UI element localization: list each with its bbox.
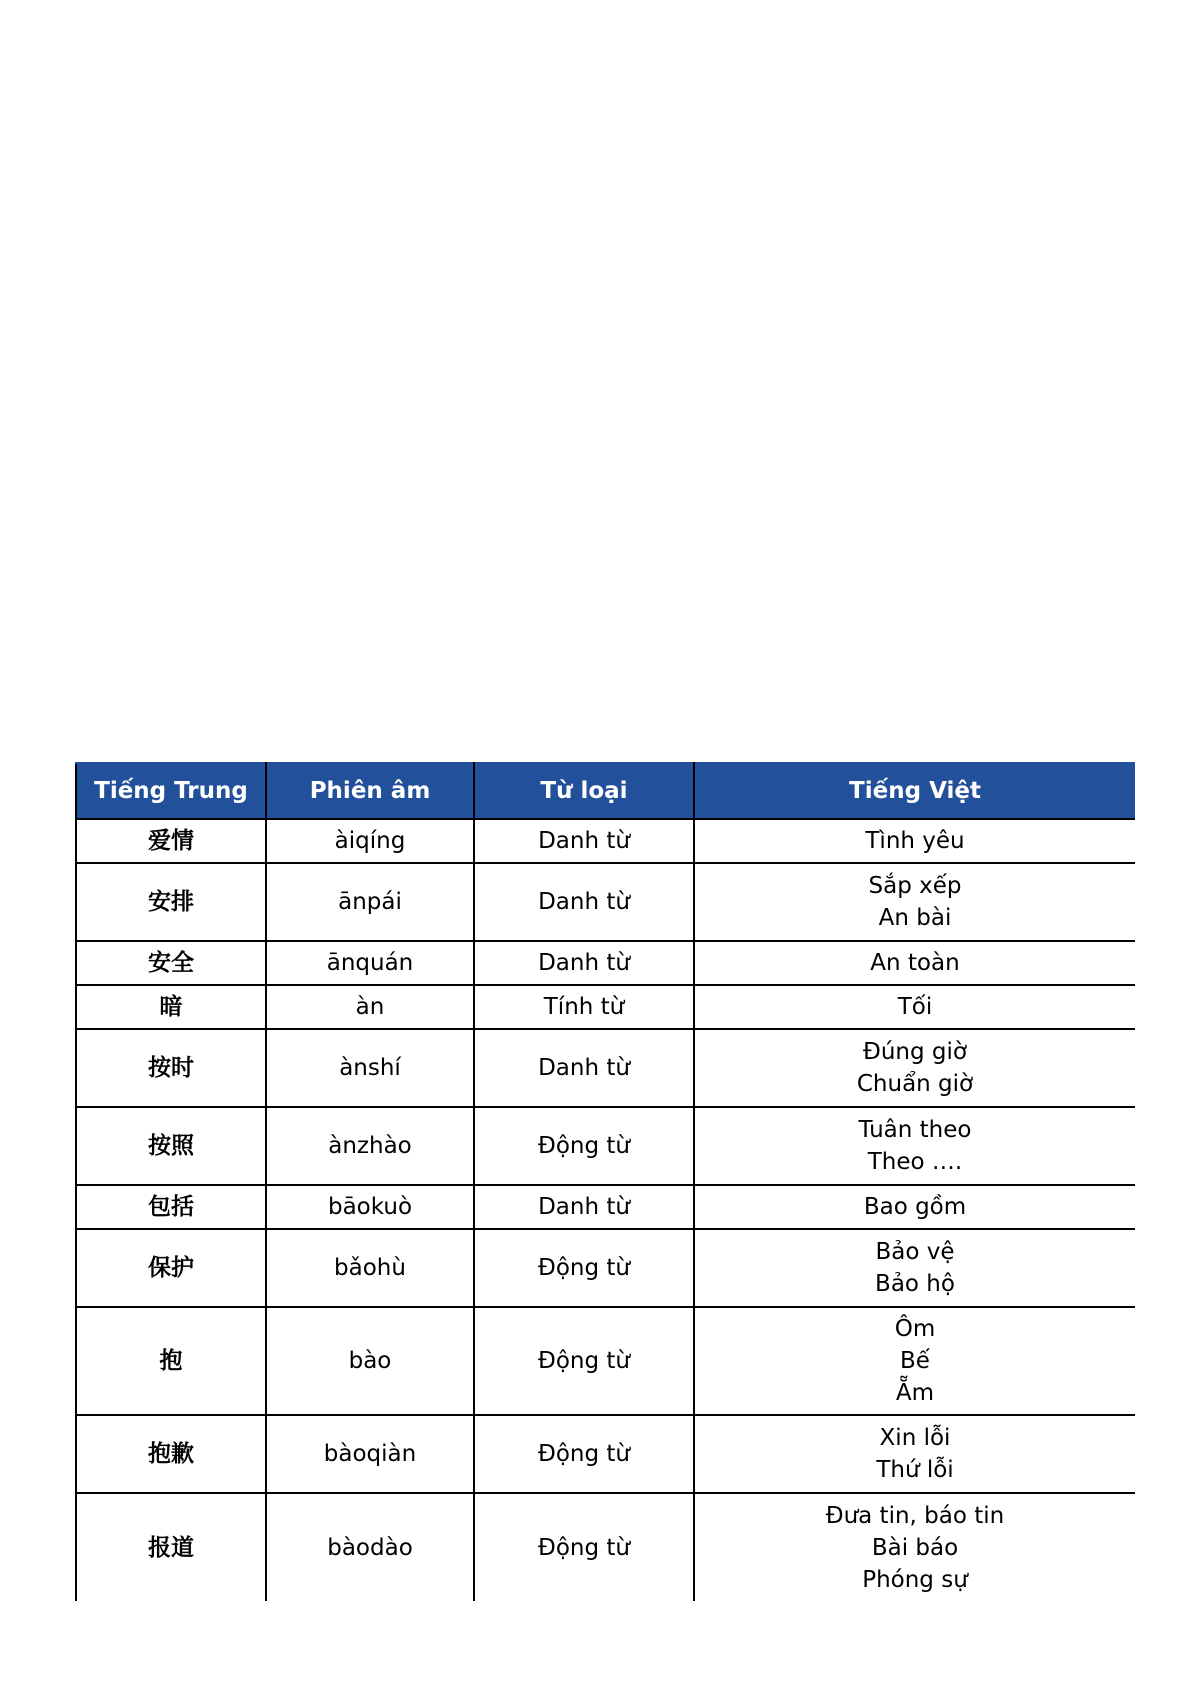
meaning-line: Tối (897, 994, 933, 1020)
cell-chinese: 安全 (76, 941, 266, 985)
table-row (76, 1107, 1135, 1185)
table-body (76, 819, 1135, 1601)
meaning-line: Bế (900, 1348, 930, 1374)
table-row (76, 819, 1135, 863)
cell-chinese: 抱 (76, 1307, 266, 1415)
header-chinese: Tiếng Trung (76, 763, 266, 819)
cell-vietnamese (694, 1029, 1135, 1107)
meaning-line: Tuân theo (858, 1117, 972, 1143)
header-pinyin: Phiên âm (266, 763, 474, 819)
cell-word-type: Động từ (474, 1307, 694, 1415)
cell-pinyin: ānquán (266, 941, 474, 985)
cell-pinyin: bāokuò (266, 1185, 474, 1229)
cell-pinyin: ànshí (266, 1029, 474, 1107)
cell-vietnamese (694, 819, 1135, 863)
cell-pinyin: ānpái (266, 863, 474, 941)
cell-vietnamese (694, 1229, 1135, 1307)
cell-pinyin: àiqíng (266, 819, 474, 863)
table-row (76, 941, 1135, 985)
cell-chinese: 报道 (76, 1493, 266, 1601)
meaning-line: Phóng sự (862, 1566, 968, 1593)
table-row (76, 1307, 1135, 1415)
cell-word-type: Động từ (474, 1229, 694, 1307)
cell-word-type: Tính từ (474, 985, 694, 1029)
table-header (76, 763, 1135, 819)
meaning-line: An toàn (870, 950, 960, 976)
table-row (76, 1185, 1135, 1229)
meaning-line: Xin lỗi (879, 1425, 951, 1451)
table-row (76, 863, 1135, 941)
vocabulary-table-container (75, 762, 1135, 1605)
meaning-line: An bài (878, 905, 952, 931)
meaning-line: Theo …. (867, 1149, 963, 1175)
meaning-line: Thứ lỗi (876, 1457, 954, 1483)
cell-vietnamese (694, 863, 1135, 941)
cell-vietnamese (694, 941, 1135, 985)
cell-chinese: 按时 (76, 1029, 266, 1107)
cell-word-type: Danh từ (474, 1029, 694, 1107)
cell-chinese: 按照 (76, 1107, 266, 1185)
cell-chinese: 安排 (76, 863, 266, 941)
meaning-line: Đưa tin, báo tin (825, 1502, 1005, 1529)
meaning-line: Chuẩn giờ (856, 1071, 974, 1097)
meaning-line: Sắp xếp (868, 873, 962, 899)
cell-chinese: 暗 (76, 985, 266, 1029)
cell-pinyin: bàodào (266, 1493, 474, 1601)
meaning-line: Bảo hộ (875, 1271, 955, 1297)
vocabulary-table (75, 762, 1135, 1601)
cell-chinese: 爱情 (76, 819, 266, 863)
cell-pinyin: bào (266, 1307, 474, 1415)
meaning-line: Đúng giờ (863, 1039, 967, 1065)
table-row (76, 985, 1135, 1029)
cell-chinese: 包括 (76, 1185, 266, 1229)
meaning-line: Tình yêu (865, 828, 965, 854)
cell-word-type: Danh từ (474, 819, 694, 863)
cell-word-type: Danh từ (474, 863, 694, 941)
cell-vietnamese (694, 1307, 1135, 1415)
cell-pinyin: bǎohù (266, 1229, 474, 1307)
cell-vietnamese (694, 985, 1135, 1029)
cell-word-type: Danh từ (474, 941, 694, 985)
cell-word-type: Danh từ (474, 1185, 694, 1229)
cell-word-type: Động từ (474, 1107, 694, 1185)
meaning-line: Bảo vệ (875, 1239, 955, 1265)
cell-vietnamese (694, 1107, 1135, 1185)
cell-vietnamese (694, 1185, 1135, 1229)
header-vietnamese: Tiếng Việt (694, 763, 1135, 819)
meaning-line: Bài báo (871, 1534, 959, 1561)
header-word-type: Từ loại (474, 763, 694, 819)
table-row (76, 1493, 1135, 1601)
header-row (76, 763, 1135, 819)
table-row (76, 1415, 1135, 1493)
cell-word-type: Động từ (474, 1493, 694, 1601)
cell-vietnamese (694, 1493, 1135, 1601)
cell-chinese: 抱歉 (76, 1415, 266, 1493)
cell-chinese: 保护 (76, 1229, 266, 1307)
meaning-line: Bao gồm (863, 1194, 967, 1220)
table-row (76, 1229, 1135, 1307)
meaning-line: Ôm (894, 1316, 936, 1342)
meaning-line: Ẵm (895, 1380, 935, 1406)
table-row (76, 1029, 1135, 1107)
cell-vietnamese (694, 1415, 1135, 1493)
cell-word-type: Động từ (474, 1415, 694, 1493)
cell-pinyin: bàoqiàn (266, 1415, 474, 1493)
cell-pinyin: àn (266, 985, 474, 1029)
cell-pinyin: ànzhào (266, 1107, 474, 1185)
